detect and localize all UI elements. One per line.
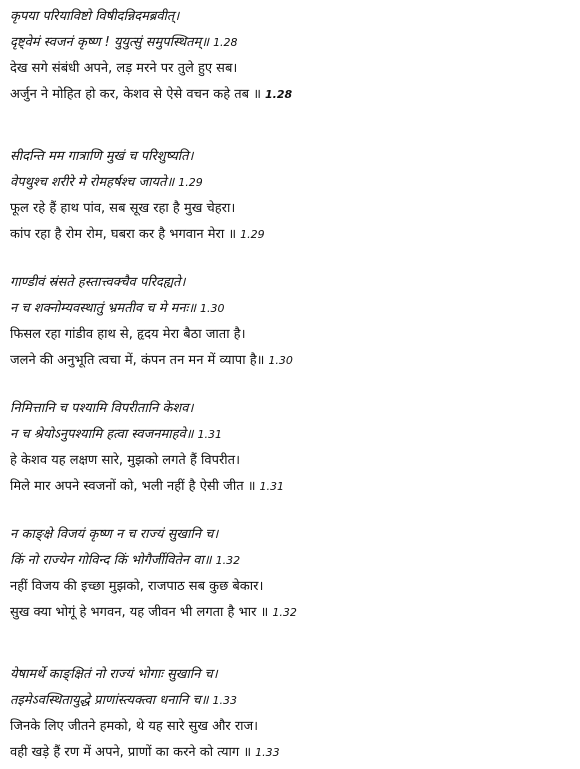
- stanza-spacer: [10, 248, 580, 270]
- hindi-line: सुख क्या भोगूं हे भगवन, यह जीवन भी लगता है भार ॥ 1.32: [10, 605, 297, 620]
- verse-number: 1.33: [212, 694, 238, 707]
- hindi-line: जिनके लिए जीतने हमको, थे यह सारे सुख और राज।: [10, 719, 259, 734]
- hindi-line: हे केशव यह लक्षण सारे, मुझको लगते हैं विपरीत।: [10, 453, 240, 468]
- verse-number: 1.28: [265, 88, 293, 101]
- hindi-line: कांप रहा है रोम रोम, घबरा कर है भगवान मेरा ॥ 1.29: [10, 227, 265, 242]
- stanza-1-30: [10, 270, 580, 374]
- sanskrit-line: निमित्तानि च पश्यामि विपरीतानि केशव।: [10, 401, 194, 416]
- sanskrit-line: न च शक्नोम्यवस्थातुं भ्रमतीव च मे मनः॥ 1.30: [10, 301, 225, 316]
- stanza-spacer: [10, 374, 580, 396]
- verse-number: 1.28: [213, 36, 238, 49]
- hindi-line: वही खड़े हैं रण में अपने, प्राणों का करने को त्याग ॥ 1.33: [10, 745, 280, 760]
- stanza-1-31: [10, 396, 580, 500]
- hindi-line: मिले मार अपने स्वजनों को, भली नहीं है ऐसी जीत ॥ 1.31: [10, 479, 285, 494]
- verse-number: 1.32: [215, 554, 241, 567]
- hindi-line: जलने की अनुभूति त्वचा में, कंपन तन मन में व्यापा है॥ 1.30: [10, 353, 293, 368]
- stanza-1-29: [10, 144, 580, 248]
- stanza-1-32: [10, 522, 580, 626]
- stanza-1-28: [10, 4, 580, 108]
- sanskrit-line: येषामर्थे काङ्क्षितं नो राज्यं भोगाः सुखानि च।: [10, 667, 218, 682]
- verse-number: 1.31: [259, 480, 285, 493]
- hindi-line: अर्जुन ने मोहित हो कर, केशव से ऐसे वचन कहे तब ॥ 1.28: [10, 87, 293, 102]
- hindi-line: फिसल रहा गांडीव हाथ से, हृदय मेरा बैठा जाता है।: [10, 327, 246, 342]
- sanskrit-line: गाण्डीवं स्रंसते हस्तात्त्वक्चैव परिदह्यते।: [10, 275, 186, 290]
- stanza-spacer: [10, 108, 580, 144]
- verse-number: 1.33: [255, 746, 280, 759]
- stanza-1-33: [10, 662, 580, 766]
- verse-number: 1.30: [200, 302, 225, 315]
- sanskrit-line: वेपथुश्च शरीरे मे रोमहर्षश्च जायते॥ 1.29: [10, 175, 203, 190]
- verse-number: 1.32: [272, 606, 297, 619]
- sanskrit-line: किं नो राज्येन गोविन्द किं भोगैर्जीवितेन वा॥ 1.32: [10, 553, 241, 568]
- hindi-line: देख सगे संबंधी अपने, लड़ मरने पर तुले हुए सब।: [10, 61, 238, 76]
- verse-number: 1.31: [197, 428, 223, 441]
- sanskrit-line: तइमेऽवस्थितायुद्धे प्राणांस्त्यक्त्वा धनानि च॥ 1.33: [10, 693, 238, 708]
- verse-number: 1.29: [178, 176, 203, 189]
- sanskrit-line: सीदन्ति मम गात्राणि मुखं च परिशुष्यति।: [10, 149, 194, 164]
- hindi-line: फूल रहे हैं हाथ पांव, सब सूख रहा है मुख चेहरा।: [10, 201, 236, 216]
- verse-number: 1.29: [240, 228, 265, 241]
- stanza-spacer: [10, 626, 580, 662]
- sanskrit-line: न च श्रेयोऽनुपश्यामि हत्वा स्वजनमाहवे॥ 1.31: [10, 427, 223, 442]
- stanza-spacer: [10, 500, 580, 522]
- verse-number: 1.30: [268, 354, 293, 367]
- hindi-line: नहीं विजय की इच्छा मुझको, राजपाठ सब कुछ बेकार।: [10, 579, 264, 594]
- sanskrit-line: कृपया परियाविष्टो विषीदन्निदमब्रवीत्।: [10, 9, 180, 24]
- sanskrit-line: न काङ्क्षे विजयं कृष्ण न च राज्यं सुखानि च।: [10, 527, 219, 542]
- sanskrit-line: दृष्ट्वेमं स्वजनं कृष्ण ! युयुत्सुं समुपस्थितम्॥ 1.28: [10, 35, 238, 50]
